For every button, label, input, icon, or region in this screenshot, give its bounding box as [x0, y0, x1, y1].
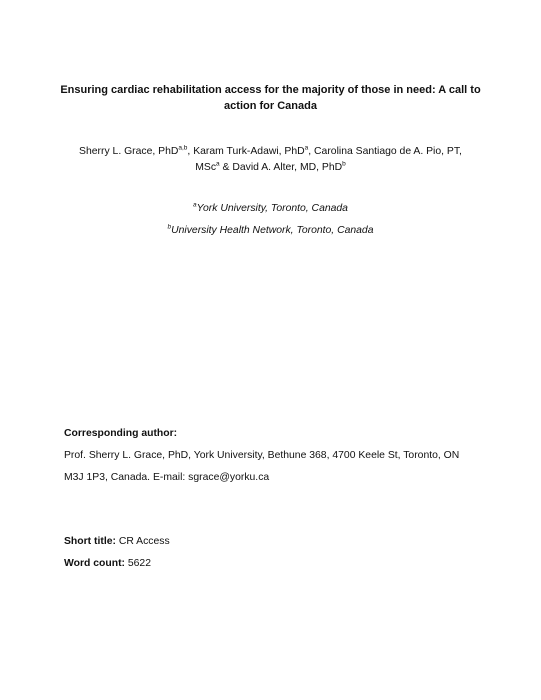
affiliation-b-text: University Health Network, Toronto, Canada	[171, 225, 374, 236]
paper-title	[60, 82, 481, 114]
affiliation-b	[60, 224, 481, 238]
corresponding-author-line-1: Prof. Sherry L. Grace, PhD, York University, Bethune 368, 4700 Keele St, Toronto, ON	[64, 450, 460, 461]
short-title	[64, 535, 484, 549]
word-count-label: Word count:	[64, 558, 125, 569]
affiliation-b-mark: b	[167, 223, 172, 231]
corresponding-author-line-2: M3J 1P3, Canada. E-mail: sgrace@yorku.ca	[64, 472, 270, 483]
short-title-value: CR Access	[115, 536, 170, 547]
word-count	[64, 557, 484, 571]
author-4-name: & David A. Alter, MD, PhD	[219, 162, 343, 173]
author-line-1	[60, 144, 481, 160]
author-1-affiliation-mark: a,b	[178, 144, 188, 152]
affiliation-a-mark: a	[193, 201, 197, 209]
corresponding-author-heading: Corresponding author:	[64, 428, 178, 439]
author-3-affiliation-mark: a	[216, 160, 220, 168]
author-1-name: Sherry L. Grace, PhD	[79, 146, 179, 157]
short-title-label: Short title:	[64, 536, 116, 547]
author-2-name: , Karam Turk-Adawi, PhD	[187, 146, 305, 157]
title-line-1: Ensuring cardiac rehabilitation access for the majority of those in need: A call to	[60, 84, 481, 96]
affiliation-a	[60, 202, 481, 216]
affiliation-a-text: York University, Toronto, Canada	[196, 203, 348, 214]
author-2-affiliation-mark: a	[304, 144, 309, 152]
author-3-name-cont: MSc	[195, 162, 217, 173]
title-line-2: action for Canada	[224, 100, 317, 112]
author-4-affiliation-mark: b	[342, 160, 346, 168]
word-count-value: 5622	[124, 558, 151, 569]
author-line-2	[60, 160, 481, 176]
author-list	[60, 144, 481, 176]
author-3-name: , Carolina Santiago de A. Pio, PT,	[308, 146, 462, 157]
